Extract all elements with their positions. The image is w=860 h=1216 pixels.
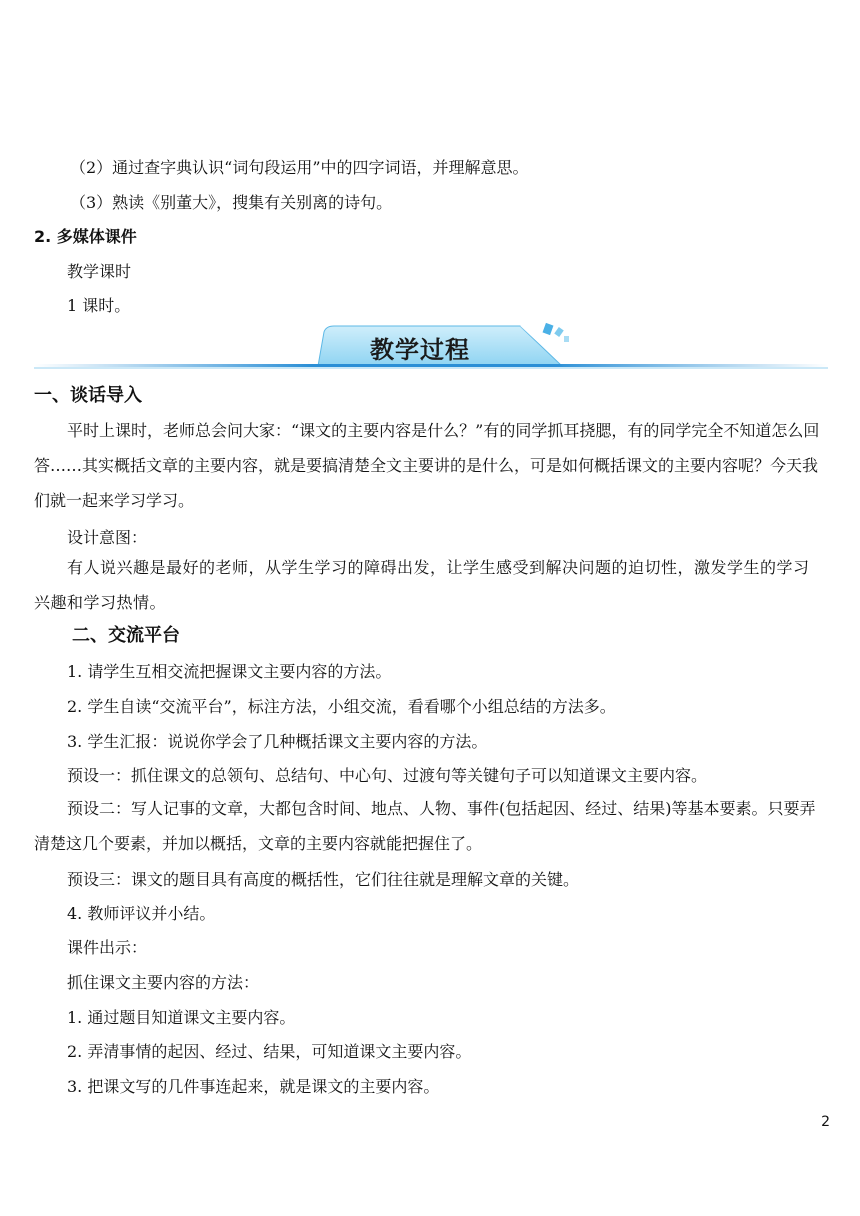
- banner-title: 教学过程: [370, 336, 470, 364]
- preset-2: 预设二：写人记事的文章，大都包含时间、地点、人物、事件(包括起因、经过、结果)等基本要素。只要弄清楚这几个要素，并加以概括，文章的主要内容就能把握住了。: [34, 799, 816, 853]
- hours-label: 教学课时: [67, 262, 132, 281]
- part1-text: 平时上课时，老师总会问大家：“课文的主要内容是什么？”有的同学抓耳挠腮，有的同学完全不知道怎么回答……其实概括文章的主要内容，就是要搞清楚全文主要讲的是什么，可是如何概括课文的主要内容呢？今天我们就一起来学习学习。: [34, 421, 820, 510]
- method-3: 3. 把课文写的几件事连起来，就是课文的主要内容。: [67, 1077, 440, 1096]
- part1-heading: 一、谈话导入: [34, 385, 142, 406]
- preset-1: 预设一：抓住课文的总领句、总结句、中心句、过渡句等关键句子可以知道课文主要内容。: [67, 766, 708, 785]
- method-1: 1. 通过题目知道课文主要内容。: [67, 1008, 296, 1027]
- method-2: 2. 弄清事情的起因、经过、结果，可知道课文主要内容。: [67, 1042, 472, 1061]
- page-number: 2: [821, 1114, 830, 1130]
- intent-text: 有人说兴趣是最好的老师，从学生学习的障碍出发，让学生感受到解决问题的迫切性，激发学生的学习兴趣和学习热情。: [34, 558, 810, 612]
- prep-item-2: （2）通过查字典认识“词句段运用”中的四字词语，并理解意思。: [70, 158, 529, 177]
- part2-heading: 二、交流平台: [72, 625, 180, 646]
- section-media-heading: 2. 多媒体课件: [34, 227, 137, 246]
- preset-3: 预设三：课文的题目具有高度的概括性，它们往往就是理解文章的关键。: [67, 870, 580, 889]
- hours-value: 1 课时。: [67, 296, 131, 315]
- section-banner: [34, 322, 828, 370]
- prep-item-3: （3）熟读《别董大》，搜集有关别离的诗句。: [70, 193, 393, 212]
- step-2: 2. 学生自读“交流平台”，标注方法，小组交流，看看哪个小组总结的方法多。: [67, 697, 616, 716]
- step-3: 3. 学生汇报：说说你学会了几种概括课文主要内容的方法。: [67, 732, 488, 751]
- method-title: 抓住课文主要内容的方法：: [67, 973, 260, 992]
- step-1: 1. 请学生互相交流把握课文主要内容的方法。: [67, 662, 392, 681]
- step-4: 4. 教师评议并小结。: [67, 904, 216, 923]
- courseware-label: 课件出示：: [67, 938, 148, 957]
- intent-label: 设计意图：: [67, 528, 148, 547]
